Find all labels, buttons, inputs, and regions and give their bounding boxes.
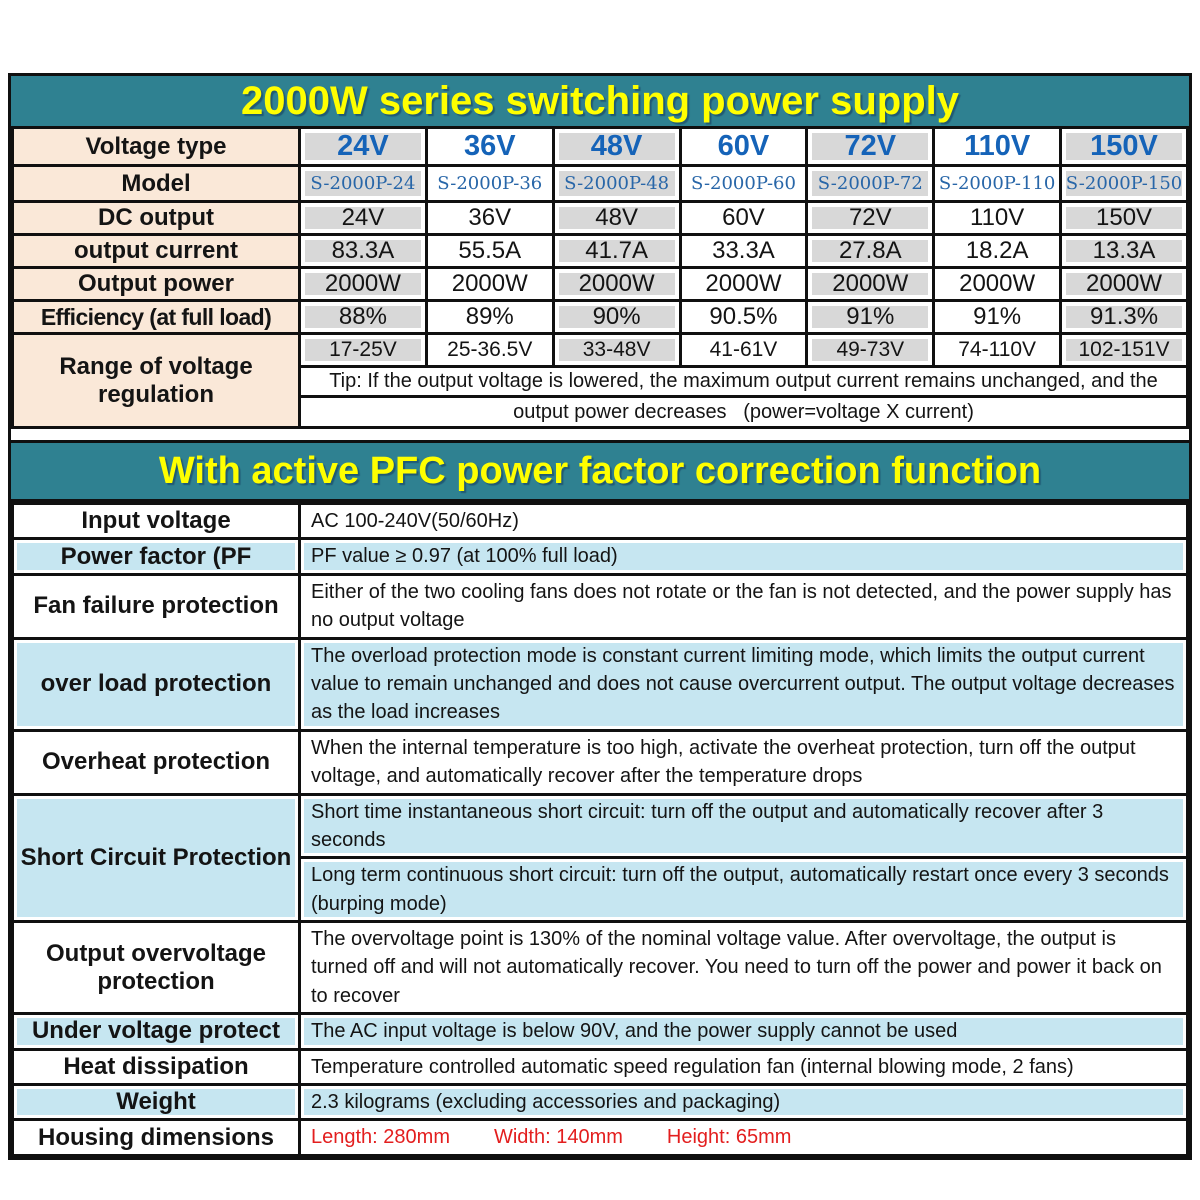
output-power-value: 2000W: [807, 268, 934, 301]
model-value: S-2000P-72: [807, 166, 934, 202]
output-power-row: [13, 268, 1188, 301]
fan-failure-row: [13, 574, 1188, 638]
model-row: [13, 166, 1188, 202]
voltage-type-value: 110V: [934, 128, 1061, 166]
short-circuit-row-1: [13, 794, 1188, 858]
row-label-short-circuit: Short Circuit Protection: [13, 794, 300, 922]
dc-output-value: 24V: [300, 202, 427, 235]
efficiency-value: 91%: [934, 301, 1061, 334]
efficiency-value: 91%: [807, 301, 934, 334]
output-power-value: 2000W: [1061, 268, 1188, 301]
voltage-range-value: 102-151V: [1061, 334, 1188, 367]
row-label-dc-output: DC output: [13, 202, 300, 235]
model-value: S-2000P-48: [553, 166, 680, 202]
output-power-value: 2000W: [426, 268, 553, 301]
overvoltage-text: The overvoltage point is 130% of the nominal voltage value. After overvoltage, the output is turned off and will not automatically recover. You need to turn off the power and power it back on to recover: [300, 922, 1188, 1014]
power-factor-text: PF value ≥ 0.97 (at 100% full load): [300, 539, 1188, 574]
output-current-value: 55.5A: [426, 235, 553, 268]
dc-output-row: [13, 202, 1188, 235]
housing-dimension-width: Width: 140mm: [493, 1126, 623, 1149]
row-label-undervoltage: Under voltage protect: [13, 1014, 300, 1049]
row-label-voltage-range: Range of voltage regulation: [13, 334, 300, 428]
fan-failure-text: Either of the two cooling fans does not rotate or the fan is not detected, and the power supply has no output voltage: [300, 574, 1188, 638]
series-title-banner: 2000W series switching power supply: [11, 76, 1189, 126]
pfc-title-banner: With active PFC power factor correction function: [11, 440, 1189, 502]
feature-spec-table: [11, 502, 1189, 1157]
row-label-overload: over load protection: [13, 638, 300, 730]
output-current-value: 13.3A: [1061, 235, 1188, 268]
dc-output-value: 48V: [553, 202, 680, 235]
row-label-output-current: output current: [13, 235, 300, 268]
row-label-input-voltage: Input voltage: [13, 504, 300, 539]
overload-row: [13, 638, 1188, 730]
undervoltage-text: The AC input voltage is below 90V, and the power supply cannot be used: [300, 1014, 1188, 1049]
model-value: S-2000P-24: [300, 166, 427, 202]
weight-text: 2.3 kilograms (excluding accessories and packaging): [300, 1085, 1188, 1120]
undervoltage-row: [13, 1014, 1188, 1049]
voltage-type-value: 72V: [807, 128, 934, 166]
output-current-value: 33.3A: [680, 235, 807, 268]
output-power-value: 2000W: [680, 268, 807, 301]
section-divider: [11, 429, 1189, 440]
tip-text-line1: Tip: If the output voltage is lowered, the maximum output current remains unchanged, and the: [300, 367, 1188, 397]
row-label-heat-dissipation: Heat dissipation: [13, 1049, 300, 1084]
row-label-power-factor: Power factor (PF: [13, 539, 300, 574]
output-current-value: 18.2A: [934, 235, 1061, 268]
efficiency-value: 88%: [300, 301, 427, 334]
short-circuit-text-2: Long term continuous short circuit: turn off the output, automatically restart once every 3 seconds (burping mode): [300, 858, 1188, 922]
input-voltage-text: AC 100-240V(50/60Hz): [300, 504, 1188, 539]
dc-output-value: 60V: [680, 202, 807, 235]
model-value: S-2000P-110: [934, 166, 1061, 202]
overload-text: The overload protection mode is constant current limiting mode, which limits the output current value to remain unchanged and does not cause overcurrent output. The output voltage decreases as the load increases: [300, 638, 1188, 730]
row-label-efficiency: Efficiency (at full load): [13, 301, 300, 334]
overheat-row: [13, 730, 1188, 794]
row-label-voltage-type: Voltage type: [13, 128, 300, 166]
model-value: S-2000P-60: [680, 166, 807, 202]
efficiency-value: 89%: [426, 301, 553, 334]
heat-dissipation-text: Temperature controlled automatic speed regulation fan (internal blowing mode, 2 fans): [300, 1049, 1188, 1084]
output-current-value: 83.3A: [300, 235, 427, 268]
efficiency-value: 90.5%: [680, 301, 807, 334]
dc-output-value: 36V: [426, 202, 553, 235]
efficiency-value: 91.3%: [1061, 301, 1188, 334]
voltage-type-value: 60V: [680, 128, 807, 166]
dc-output-value: 150V: [1061, 202, 1188, 235]
row-label-output-power: Output power: [13, 268, 300, 301]
model-value: S-2000P-36: [426, 166, 553, 202]
housing-dimension-length: Length: 280mm: [311, 1126, 450, 1149]
voltage-range-value: 74-110V: [934, 334, 1061, 367]
row-label-model: Model: [13, 166, 300, 202]
voltage-range-row: [13, 334, 1188, 367]
model-spec-table: [11, 126, 1189, 429]
model-value: S-2000P-150: [1061, 166, 1188, 202]
dc-output-value: 72V: [807, 202, 934, 235]
dc-output-value: 110V: [934, 202, 1061, 235]
tip-text-line2: output power decreases (power=voltage X current): [300, 397, 1188, 428]
overvoltage-row: [13, 922, 1188, 1014]
input-voltage-row: [13, 504, 1188, 539]
short-circuit-text-1: Short time instantaneous short circuit: turn off the output and automatically recover after 3 seconds: [300, 794, 1188, 858]
housing-dimensions-text: [300, 1120, 1188, 1155]
output-current-row: [13, 235, 1188, 268]
voltage-type-row: [13, 128, 1188, 166]
spec-sheet: [8, 73, 1192, 1160]
voltage-type-value: 48V: [553, 128, 680, 166]
row-label-weight: Weight: [13, 1085, 300, 1120]
voltage-range-value: 25-36.5V: [426, 334, 553, 367]
efficiency-value: 90%: [553, 301, 680, 334]
voltage-range-value: 33-48V: [553, 334, 680, 367]
voltage-range-value: 41-61V: [680, 334, 807, 367]
power-factor-row: [13, 539, 1188, 574]
output-current-value: 27.8A: [807, 235, 934, 268]
housing-dimension-height: Height: 65mm: [666, 1126, 792, 1149]
efficiency-row: [13, 301, 1188, 334]
voltage-type-value: 24V: [300, 128, 427, 166]
row-label-housing-dimensions: Housing dimensions: [13, 1120, 300, 1155]
voltage-range-value: 17-25V: [300, 334, 427, 367]
weight-row: [13, 1085, 1188, 1120]
housing-dimensions-row: [13, 1120, 1188, 1155]
row-label-overheat: Overheat protection: [13, 730, 300, 794]
voltage-type-value: 36V: [426, 128, 553, 166]
output-power-value: 2000W: [553, 268, 680, 301]
voltage-type-value: 150V: [1061, 128, 1188, 166]
heat-dissipation-row: [13, 1049, 1188, 1084]
output-power-value: 2000W: [300, 268, 427, 301]
row-label-fan-failure: Fan failure protection: [13, 574, 300, 638]
voltage-range-value: 49-73V: [807, 334, 934, 367]
row-label-overvoltage: Output overvoltage protection: [13, 922, 300, 1014]
output-power-value: 2000W: [934, 268, 1061, 301]
overheat-text: When the internal temperature is too high, activate the overheat protection, turn off the output voltage, and automatically recover after the temperature drops: [300, 730, 1188, 794]
output-current-value: 41.7A: [553, 235, 680, 268]
